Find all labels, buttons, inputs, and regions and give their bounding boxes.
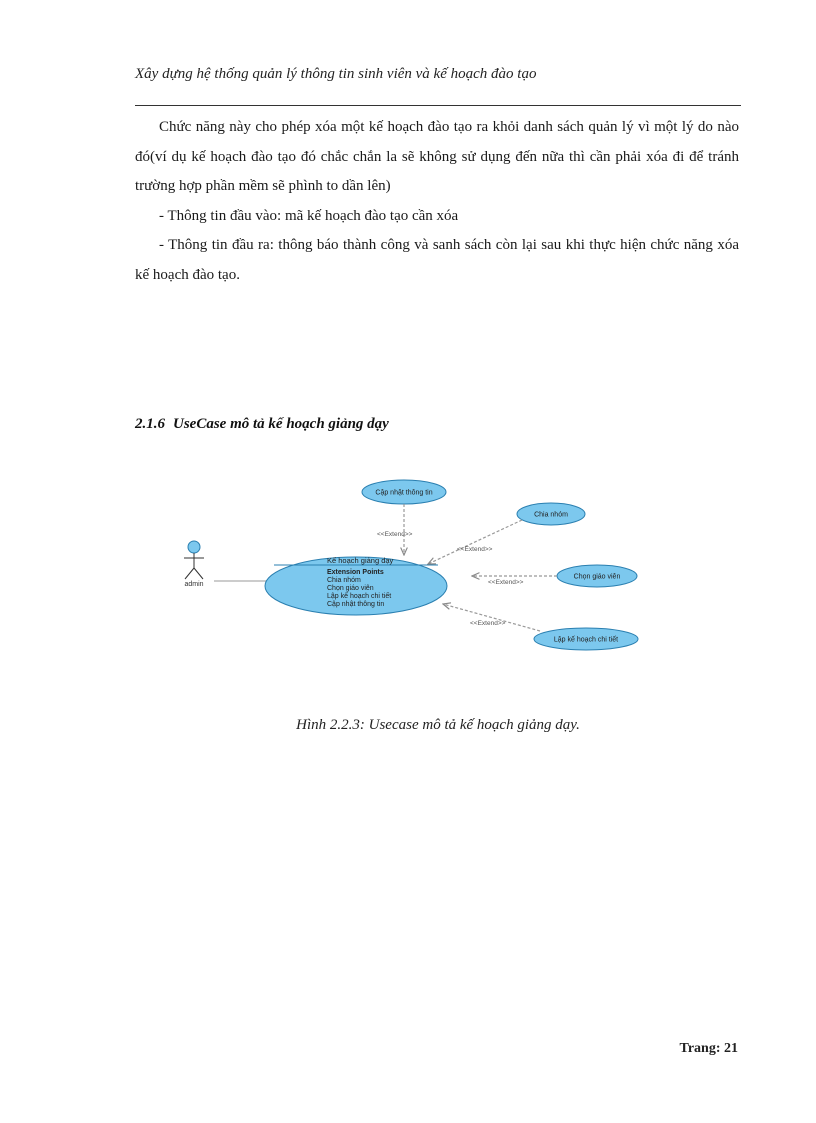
main-usecase [265, 556, 447, 615]
usecase-chon-giao-vien [557, 565, 637, 587]
usecase-lap-ke-hoach-label: Lập kế hoạch chi tiết [553, 636, 619, 644]
extend-label: <<Extend>> [377, 531, 413, 538]
usecase-cap-nhat-thong-tin [362, 480, 446, 504]
admin-actor [184, 541, 204, 588]
header-divider [135, 105, 741, 106]
extension-point: Cập nhật thông tin [327, 601, 385, 608]
usecase-chon-giao-vien-label: Chọn giáo viên [573, 573, 621, 581]
actor-head [188, 541, 200, 553]
usecase-chia-nhom-label: Chia nhóm [534, 511, 568, 519]
extension-point: Chia nhóm [327, 577, 361, 584]
section-heading [135, 416, 389, 433]
actor-label: admin [184, 581, 204, 588]
extension-point: Chọn giáo viên [327, 585, 374, 592]
usecase-lap-ke-hoach [534, 628, 638, 650]
extension-point: Lập kế hoạch chi tiết [327, 593, 392, 600]
extend-label: <<Extend>> [470, 620, 506, 627]
figure-caption: Hình 2.2.3: Usecase mô tả kế hoạch giảng dạy. [296, 717, 580, 733]
extension-points-title: Extension Points [327, 569, 384, 576]
main-usecase-name: Kế hoạch giảng dạy [327, 556, 394, 565]
body-text [135, 113, 739, 290]
extend-label: <<Extend>> [488, 579, 524, 586]
page-number: Trang: 21 [679, 1041, 738, 1056]
usecase-diagram [170, 476, 650, 656]
actor-leg-right [194, 568, 203, 579]
page-header: Xây dựng hệ thống quản lý thông tin sinh viên và kế hoạch đào tạo [135, 66, 537, 82]
extend-arrow-chia-nhom [428, 520, 522, 564]
extend-label: <<Extend>> [457, 546, 493, 553]
paragraph-output-info: - Thông tin đầu ra: thông báo thành công và sanh sách còn lại sau khi thực hiện chức năng xóa kế hoạch đào tạo. [135, 237, 739, 283]
actor-leg-left [185, 568, 194, 579]
section-title: UseCase mô tả kế hoạch giảng dạy [173, 416, 389, 432]
usecase-chia-nhom [517, 503, 585, 525]
usecase-cap-nhat-label: Cập nhật thông tin [375, 489, 433, 497]
paragraph-input-info: - Thông tin đầu vào: mã kế hoạch đào tạo cần xóa [159, 207, 459, 224]
section-number: 2.1.6 [135, 416, 165, 432]
paragraph-description: Chức năng này cho phép xóa một kế hoạch đào tạo ra khỏi danh sách quản lý vì một lý do nào đó(ví dụ kế hoạch đào tạo đó chắc chắn la sẽ không sử dụng đến nữa thì cần phải xóa đi để tránh trường hợp phần mềm sẽ phình to dần lên) [135, 119, 739, 194]
